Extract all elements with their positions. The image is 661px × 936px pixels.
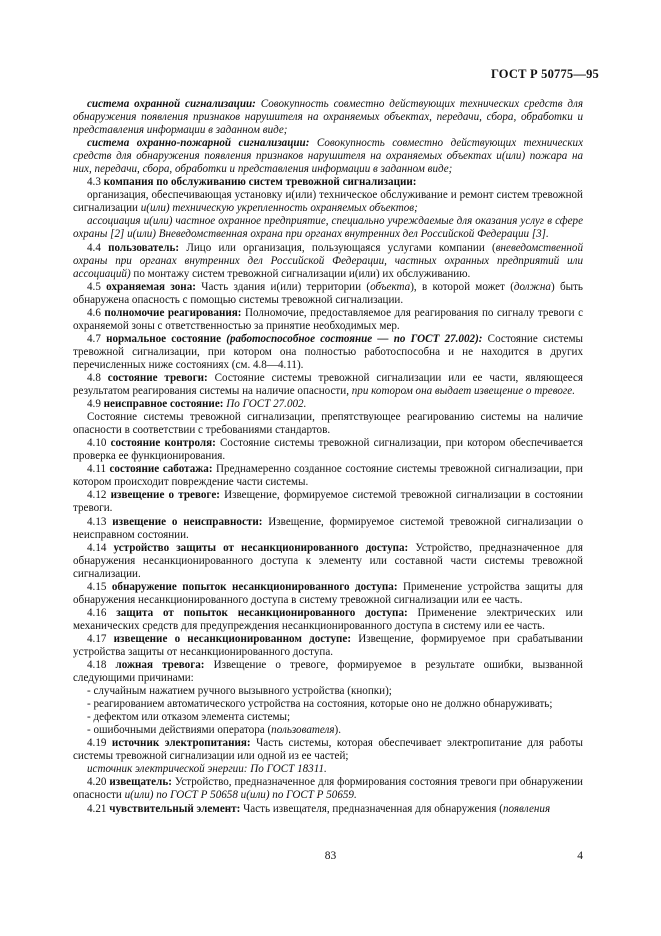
paragraph-4-9a: [73, 411, 583, 437]
paragraph-4-14: [73, 542, 583, 581]
text-run: и(или) техническую укрепленность охраняемых объектов;: [140, 202, 418, 215]
text-run: 4.17: [87, 632, 114, 645]
document-body: [73, 98, 583, 816]
text-run: Устройство, предназначенное для обнаружения несанкционированного доступа к элементу или составной части системы тревожной сигнализации.: [73, 541, 583, 580]
text-run: Лицо или организация, пользующаяся услугами компании (: [179, 241, 496, 254]
text-run: извещение о неисправности:: [112, 515, 263, 528]
text-run: защита от попыток несанкционированного доступа:: [116, 606, 408, 619]
text-run: 4.11: [87, 463, 110, 476]
paragraph-4-4: [73, 242, 583, 281]
text-run: состояние контроля:: [110, 437, 216, 450]
text-run: 4.15: [87, 580, 112, 593]
text-run: Часть здания и(или) территории (: [195, 280, 371, 293]
text-run: 4.5: [87, 280, 107, 293]
text-run: Часть системы, которая обеспечивает электропитание для работы системы тревожной сигнализации или одной из ее частей;: [73, 737, 584, 763]
text-run: Преднамеренно созданное состояние системы тревожной сигнализации, при котором происходит повреждение части системы.: [73, 463, 583, 489]
text-run: должна: [513, 280, 551, 293]
text-run: Извещение, формируемое при срабатывании устройства защиты от несанкционированного доступа.: [73, 632, 583, 658]
paragraph-4-8: [73, 372, 583, 398]
text-run: вневедомственной охраны при органах внутренних дел Российской Федерации, частных охранных предприятий или ассоциаций): [73, 241, 584, 280]
text-run: Устройство, предназначенное для формирования состояния тревоги при обнаружении опасности: [73, 776, 583, 802]
text-run: ).: [334, 724, 342, 737]
paragraph-4-16: [73, 607, 583, 633]
paragraph-4-12: [73, 489, 583, 515]
text-run: 4.19: [87, 737, 112, 750]
paragraph-4-19a: [73, 763, 583, 776]
text-run: 4.14: [87, 541, 114, 554]
text-run: состояние саботажа:: [109, 463, 213, 476]
text-run: пользователя: [271, 724, 335, 737]
text-run: и(или) по ГОСТ Р 50658 и(или) по ГОСТ Р 50659.: [124, 789, 357, 802]
text-run: Часть извещателя, предназначенная для обнаружения (: [240, 802, 503, 815]
text-run: устройство защиты от несанкционированного доступа:: [113, 541, 409, 554]
paragraph-4-15: [73, 581, 583, 607]
text-run: Извещение, формируемое системой тревожной сигнализации о неисправном состоянии.: [73, 515, 583, 541]
paragraph-sys-fire: [73, 137, 583, 176]
paragraph-4-13: [73, 516, 583, 542]
text-run: при котором она выдает извещение о тревоге.: [351, 385, 575, 398]
paragraph-4-18a: [73, 685, 583, 698]
text-run: - реагированием автоматического устройства на состояния, которые оно не должно обнаруживать;: [87, 698, 553, 711]
paragraph-sys-alarm: [73, 98, 583, 137]
text-run: Совокупность совместно действующих технических средств для обнаружения появления признаков нарушителя на охраняемых объектах и(или) пожара на них, передачи, сбора, обработки и представления информации в заданном виде;: [73, 137, 584, 176]
text-run: Состояние системы тревожной сигнализации, при котором обеспечивается проверка ее функционирования.: [73, 437, 583, 463]
text-run: 4.21: [87, 802, 110, 815]
paragraph-4-19: [73, 737, 583, 763]
text-run: - ошибочными действиями оператора (: [87, 724, 272, 737]
text-run: пользователь:: [108, 241, 180, 254]
text-run: появления: [502, 802, 551, 815]
text-run: Применение устройства защиты для обнаружения несанкционированного доступа в систему тревожной сигнализации или ее часть.: [73, 580, 584, 606]
text-run: 4.12: [87, 489, 111, 502]
text-run: полномочие реагирования:: [104, 306, 242, 319]
paragraph-4-3: [73, 176, 583, 189]
paragraph-4-17: [73, 633, 583, 659]
text-run: Совокупность совместно действующих технических средств для обнаружения появления признаков нарушителя на охраняемых объектах, передачи, сбора, обработки и представления информации в заданном виде;: [73, 98, 583, 137]
text-run: ), в которой может (: [410, 280, 514, 293]
text-run: 4.8: [87, 371, 108, 384]
text-run: извещатель:: [109, 776, 172, 789]
text-run: Состояние системы тревожной сигнализации или ее части, являющееся результатом реагирования системы на наличие опасности,: [73, 371, 584, 398]
text-run: Состояние системы тревожной сигнализации, препятствующее реагированию системы на наличие опасности в соответствии с требованиями стандартов.: [73, 411, 583, 437]
text-run: Состояние системы тревожной сигнализации, при котором она полностью работоспособна и не находится в других перечисленных ниже состояниях (см. 4.8—4.11).: [73, 332, 583, 371]
text-run: - случайным нажатием ручного вызывного устройства (кнопки);: [87, 685, 392, 698]
text-run: ассоциация и(или) частное охранное предприятие, специально учреждаемые для оказания услуг в сфере охраны [2] и(или) Вневедомственная охрана при органах внутренних дел Российской Федерации [3].: [73, 215, 583, 241]
text-run: чувствительный элемент:: [109, 802, 241, 815]
page-number: 83: [324, 850, 337, 862]
text-run: 4.16: [87, 606, 117, 619]
sheet-number: 4: [577, 850, 583, 862]
text-run: обнаружение попыток несанкционированного доступа:: [111, 580, 398, 593]
text-run: ) быть обнаружена опасность с помощью системы тревожной сигнализации.: [73, 280, 583, 306]
paragraph-4-21: [73, 803, 583, 816]
text-run: неисправное состояние:: [103, 398, 224, 411]
paragraph-4-3a: [73, 189, 583, 215]
text-run: Полномочие, предоставляемое для реагирования по сигналу тревоги с охраняемой зоны с ответственностью за принятие необходимых мер.: [73, 306, 583, 332]
paragraph-4-18b: [73, 698, 583, 711]
paragraph-4-18d: [73, 724, 583, 737]
text-run: компания по обслуживанию систем тревожной сигнализации:: [103, 176, 417, 189]
text-run: Извещение, формируемое системой тревожной сигнализации в состоянии тревоги.: [73, 489, 584, 515]
text-run: извещение о несанкционированном доступе:: [113, 632, 352, 645]
text-run: 4.10: [87, 437, 111, 450]
text-run: 4.9: [87, 398, 104, 411]
text-run: 4.7: [87, 332, 107, 345]
text-run: 4.4: [87, 241, 109, 254]
text-run: 4.6: [87, 306, 105, 319]
text-run: 4.3: [87, 176, 104, 189]
text-run: извещение о тревоге:: [110, 489, 220, 502]
paragraph-4-18c: [73, 711, 583, 724]
text-run: 4.13: [87, 515, 113, 528]
text-run: По ГОСТ 27.002.: [226, 398, 307, 411]
paragraph-4-7: [73, 333, 583, 372]
text-run: ложная тревога:: [115, 659, 205, 672]
paragraph-4-9: [73, 398, 583, 411]
paragraph-4-6: [73, 307, 583, 333]
paragraph-4-10: [73, 437, 583, 463]
paragraph-4-3b: [73, 215, 583, 241]
document-header: ГОСТ Р 50775—95: [490, 67, 599, 81]
text-run: система охранно-пожарной сигнализации:: [87, 137, 310, 150]
text-run: (работоспособное состояние — по ГОСТ 27.002):: [226, 332, 483, 345]
text-run: состояние тревоги:: [107, 371, 208, 384]
text-run: источник электрической энергии: По ГОСТ 18311.: [87, 763, 327, 776]
text-run: источник электропитания:: [111, 737, 251, 750]
text-run: система охранной сигнализации:: [87, 98, 256, 110]
text-run: 4.18: [87, 659, 116, 672]
paragraph-4-5: [73, 281, 583, 307]
text-run: охраняемая зона:: [106, 280, 196, 293]
text-run: - дефектом или отказом элемента системы;: [87, 711, 291, 724]
text-run: объекта: [370, 280, 411, 293]
paragraph-4-11: [73, 463, 583, 489]
paragraph-4-20: [73, 776, 583, 802]
text-run: Извещение о тревоге, формируемое в результате ошибки, вызванной следующими причинами:: [73, 659, 583, 685]
text-run: 4.20: [87, 776, 110, 789]
text-run: Применение электрических или механических средств для предупреждения несанкционированного доступа в систему или ее часть.: [73, 606, 583, 632]
text-run: по монтажу систем тревожной сигнализации и(или) их обслуживанию.: [130, 267, 471, 280]
text-run: нормальное состояние: [106, 332, 222, 345]
text-run: организация, обеспечивающая установку и(или) техническое обслуживание и ремонт систем тревожной сигнализации: [73, 189, 583, 215]
paragraph-4-18: [73, 659, 583, 685]
